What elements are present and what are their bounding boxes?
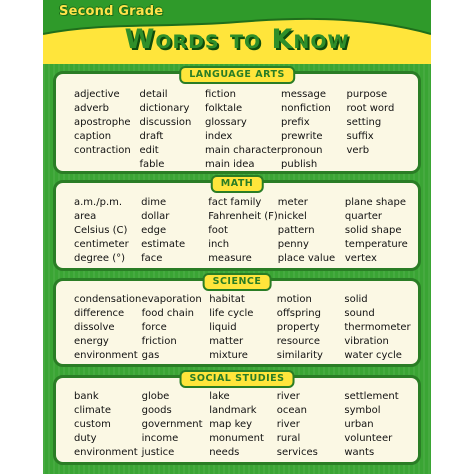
section-label: SCIENCE xyxy=(203,273,272,291)
vocabulary-word: folktale xyxy=(204,103,243,114)
word-column xyxy=(278,196,345,266)
word-list xyxy=(344,293,412,363)
vocabulary-word: liquid xyxy=(209,322,237,333)
vocabulary-word: caption xyxy=(74,131,112,142)
word-list xyxy=(205,88,281,172)
vocabulary-word: habitat xyxy=(209,294,245,305)
vocabulary-word: meter xyxy=(277,197,308,208)
word-column xyxy=(139,88,204,172)
vocabulary-word: pronoun xyxy=(281,145,323,156)
word-list xyxy=(142,390,210,460)
word-list xyxy=(344,390,412,460)
word-list xyxy=(281,88,346,172)
vocabulary-word: justice xyxy=(141,447,175,458)
vocabulary-word: dime xyxy=(141,197,167,208)
word-list xyxy=(74,293,142,363)
word-column xyxy=(209,293,277,363)
word-list xyxy=(209,390,277,460)
vocabulary-word: life cycle xyxy=(209,308,254,319)
vocabulary-word: prefix xyxy=(281,117,310,128)
vocabulary-word: government xyxy=(141,419,203,430)
vocabulary-word: ocean xyxy=(276,405,308,416)
vocabulary-word: foot xyxy=(208,225,228,236)
vocabulary-word: gas xyxy=(141,350,160,361)
vocabulary-word: needs xyxy=(209,447,240,458)
vocabulary-word: measure xyxy=(208,253,252,264)
word-list xyxy=(345,196,412,266)
word-column xyxy=(281,88,346,172)
vocabulary-word: message xyxy=(281,89,326,100)
vocabulary-word: offspring xyxy=(276,308,321,319)
vocabulary-word: climate xyxy=(74,405,111,416)
vocabulary-word: root word xyxy=(346,103,395,114)
vocabulary-word: dissolve xyxy=(74,322,115,333)
vocabulary-word: similarity xyxy=(276,350,323,361)
word-column xyxy=(141,196,208,266)
word-column xyxy=(344,390,412,460)
word-column xyxy=(142,293,210,363)
word-column xyxy=(345,196,412,266)
vocabulary-word: evaporation xyxy=(141,294,202,305)
vocabulary-word: solid xyxy=(344,294,368,305)
vocabulary-word: nonfiction xyxy=(281,103,331,114)
vocabulary-word: purpose xyxy=(346,89,388,100)
vocabulary-word: degree (°) xyxy=(74,253,126,264)
vocabulary-word: publish xyxy=(281,159,318,170)
section-math xyxy=(53,180,421,271)
word-list xyxy=(277,390,345,460)
vocabulary-word: main idea xyxy=(204,159,255,170)
vocabulary-word: resource xyxy=(276,336,321,347)
vocabulary-word: difference xyxy=(74,308,125,319)
word-list xyxy=(347,88,412,158)
word-column xyxy=(74,390,142,460)
word-column xyxy=(277,293,345,363)
section-label: LANGUAGE ARTS xyxy=(179,66,295,84)
section-social-studies xyxy=(53,375,421,465)
vocabulary-word: lake xyxy=(209,391,230,402)
vocabulary-word: bank xyxy=(74,391,99,402)
vocabulary-word: edit xyxy=(139,145,159,156)
word-list xyxy=(141,196,208,266)
vocabulary-word: settlement xyxy=(344,391,399,402)
word-list xyxy=(209,293,277,363)
word-list xyxy=(74,88,139,158)
vocabulary-word: Fahrenheit (F) xyxy=(208,211,278,222)
vocabulary-word: map key xyxy=(209,419,253,430)
vocabulary-word: adjective xyxy=(74,89,120,100)
vocabulary-word: dollar xyxy=(141,211,170,222)
vocabulary-word: Celsius (C) xyxy=(74,225,128,236)
vocabulary-word: volunteer xyxy=(344,433,393,444)
vocabulary-word: thermometer xyxy=(344,322,411,333)
word-column xyxy=(205,88,281,172)
word-column xyxy=(344,293,412,363)
word-column xyxy=(74,88,139,172)
vocabulary-word: pattern xyxy=(277,225,315,236)
vocabulary-word: symbol xyxy=(344,405,381,416)
vocabulary-word: rural xyxy=(276,433,301,444)
word-list xyxy=(139,88,204,172)
vocabulary-word: urban xyxy=(344,419,374,430)
vocabulary-word: energy xyxy=(74,336,109,347)
word-columns xyxy=(74,88,412,172)
poster xyxy=(43,0,431,474)
vocabulary-word: river xyxy=(276,391,300,402)
word-list xyxy=(74,196,141,266)
vocabulary-word: food chain xyxy=(141,308,194,319)
vocabulary-word: matter xyxy=(209,336,244,347)
section-label: MATH xyxy=(211,175,264,193)
word-column xyxy=(208,196,278,266)
vocabulary-word: condensation xyxy=(74,294,142,305)
vocabulary-word: discussion xyxy=(139,117,192,128)
vocabulary-word: index xyxy=(204,131,233,142)
word-list xyxy=(208,196,278,266)
vocabulary-word: centimeter xyxy=(74,239,129,250)
word-column xyxy=(347,88,412,172)
vocabulary-word: detail xyxy=(139,89,168,100)
vocabulary-word: globe xyxy=(141,391,170,402)
vocabulary-word: face xyxy=(141,253,163,264)
vocabulary-word: vertex xyxy=(344,253,377,264)
vocabulary-word: place value xyxy=(277,253,336,264)
vocabulary-word: wants xyxy=(344,447,375,458)
vocabulary-word: setting xyxy=(346,117,382,128)
word-column xyxy=(277,390,345,460)
section-language-arts xyxy=(53,71,421,174)
vocabulary-word: suffix xyxy=(346,131,374,142)
vocabulary-word: friction xyxy=(141,336,177,347)
vocabulary-word: draft xyxy=(139,131,164,142)
word-list xyxy=(278,196,345,266)
vocabulary-word: environment xyxy=(74,350,138,361)
vocabulary-word: main character xyxy=(204,145,282,156)
vocabulary-word: verb xyxy=(346,145,370,156)
vocabulary-word: motion xyxy=(276,294,312,305)
word-column xyxy=(142,390,210,460)
word-column xyxy=(74,196,141,266)
vocabulary-word: quarter xyxy=(344,211,382,222)
vocabulary-word: property xyxy=(276,322,320,333)
vocabulary-word: fable xyxy=(139,159,165,170)
vocabulary-word: income xyxy=(141,433,179,444)
word-columns xyxy=(74,196,412,266)
vocabulary-word: area xyxy=(74,211,97,222)
vocabulary-word: fiction xyxy=(204,89,236,100)
vocabulary-word: a.m./p.m. xyxy=(74,197,123,208)
word-columns xyxy=(74,293,412,363)
vocabulary-word: landmark xyxy=(209,405,257,416)
vocabulary-word: nickel xyxy=(277,211,307,222)
vocabulary-word: apostrophe xyxy=(74,117,131,128)
vocabulary-word: inch xyxy=(208,239,230,250)
vocabulary-word: glossary xyxy=(204,117,247,128)
word-column xyxy=(209,390,277,460)
section-label: SOCIAL STUDIES xyxy=(180,370,295,388)
word-list xyxy=(277,293,345,363)
word-list xyxy=(142,293,210,363)
vocabulary-word: vibration xyxy=(344,336,389,347)
vocabulary-word: force xyxy=(141,322,167,333)
vocabulary-word: services xyxy=(276,447,318,458)
vocabulary-word: penny xyxy=(277,239,309,250)
vocabulary-word: dictionary xyxy=(139,103,190,114)
vocabulary-word: duty xyxy=(74,433,97,444)
vocabulary-word: river xyxy=(276,419,300,430)
vocabulary-word: mixture xyxy=(209,350,248,361)
vocabulary-word: solid shape xyxy=(344,225,402,236)
vocabulary-word: plane shape xyxy=(344,197,406,208)
vocabulary-word: environment xyxy=(74,447,138,458)
vocabulary-word: estimate xyxy=(141,239,186,250)
vocabulary-word: contraction xyxy=(74,145,131,156)
vocabulary-word: monument xyxy=(209,433,264,444)
vocabulary-word: prewrite xyxy=(281,131,323,142)
word-column xyxy=(74,293,142,363)
vocabulary-word: sound xyxy=(344,308,375,319)
header-banner xyxy=(43,0,431,64)
grade-label: Second Grade xyxy=(59,4,164,19)
vocabulary-word: water cycle xyxy=(344,350,402,361)
word-columns xyxy=(74,390,412,460)
vocabulary-word: edge xyxy=(141,225,167,236)
word-list xyxy=(74,390,142,460)
vocabulary-word: goods xyxy=(141,405,172,416)
section-science xyxy=(53,278,421,367)
vocabulary-word: fact family xyxy=(208,197,262,208)
vocabulary-word: custom xyxy=(74,419,111,430)
page-title: Words to Know xyxy=(124,24,350,55)
vocabulary-word: temperature xyxy=(344,239,408,250)
vocabulary-word: adverb xyxy=(74,103,110,114)
